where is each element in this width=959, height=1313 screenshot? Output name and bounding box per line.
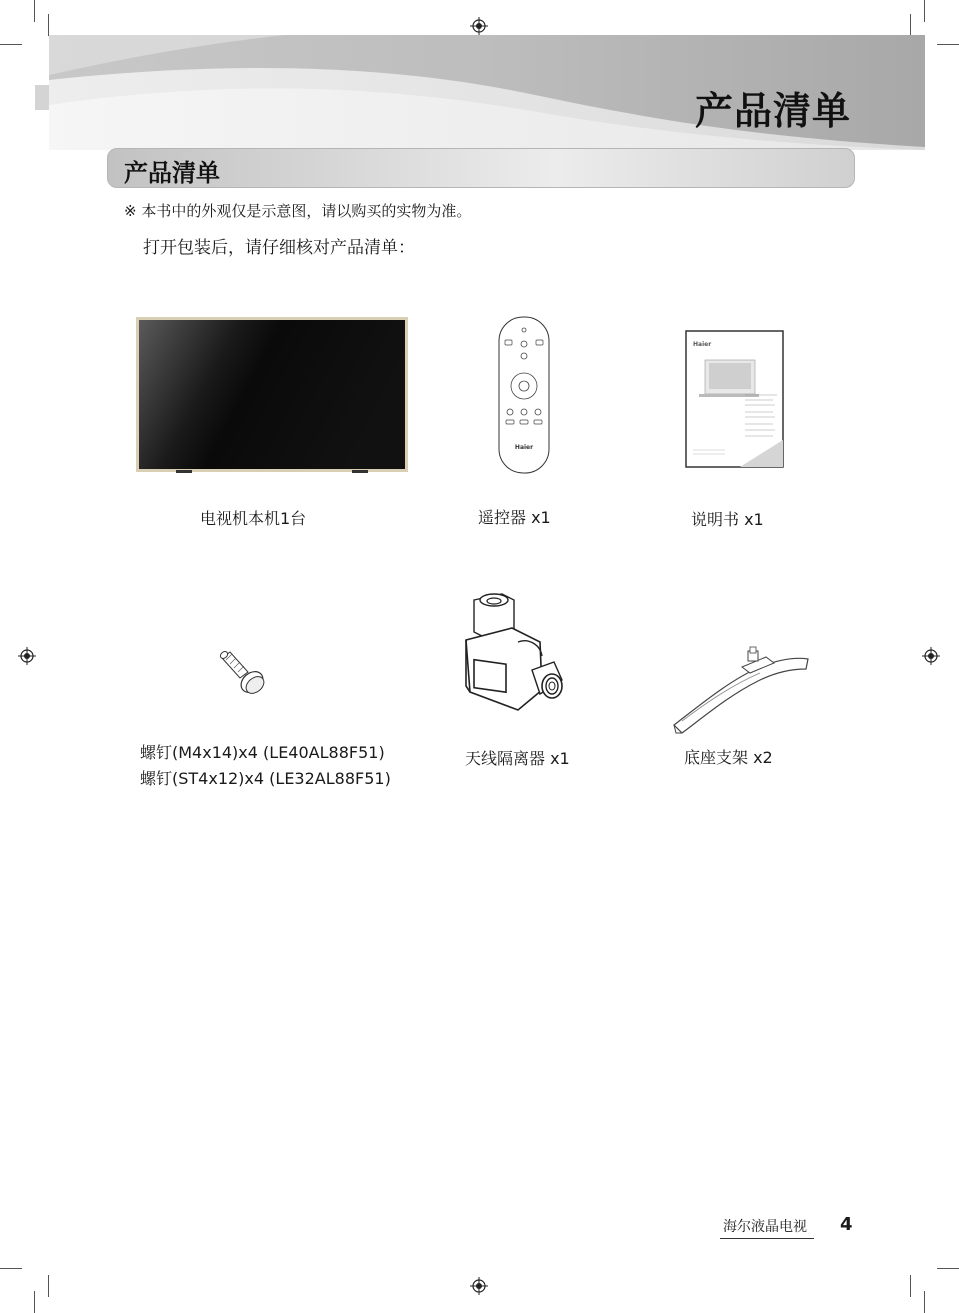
crop-mark: [0, 1268, 22, 1269]
registration-mark-icon: [470, 1277, 488, 1295]
svg-text:Haier: Haier: [693, 341, 712, 348]
svg-text:Haier: Haier: [514, 444, 534, 451]
crop-mark: [34, 0, 35, 22]
registration-mark-icon: [922, 647, 940, 665]
crop-mark: [0, 44, 22, 45]
crop-mark: [48, 1275, 49, 1297]
registration-mark-icon: [470, 17, 488, 35]
crop-mark: [910, 14, 911, 36]
item-label-antenna-isolator: 天线隔离器 x1: [465, 749, 570, 768]
registration-mark-icon: [18, 647, 36, 665]
item-label-stand-bracket: 底座支架 x2: [684, 748, 773, 767]
item-label-tv: 电视机本机1台: [200, 509, 307, 528]
item-label-screw-2: 螺钉(ST4x12)x4 (LE32AL88F51): [140, 769, 391, 788]
disclaimer-note: ※ 本书中的外观仅是示意图，请以购买的实物为准。: [124, 202, 472, 220]
footer-underline: [720, 1238, 814, 1239]
crop-mark: [924, 1291, 925, 1313]
screw-icon: [218, 648, 270, 698]
footer-brand-text: 海尔液晶电视: [723, 1219, 807, 1235]
crop-mark: [34, 1291, 35, 1313]
antenna-isolator-icon: [462, 590, 566, 716]
instruction-text: 打开包装后，请仔细核对产品清单：: [143, 238, 415, 258]
crop-mark: [910, 1275, 911, 1297]
stand-bracket-icon: [670, 645, 812, 735]
item-label-manual: 说明书 x1: [691, 510, 764, 529]
crop-mark: [924, 0, 925, 22]
section-title: 产品清单: [124, 159, 220, 187]
page-number: 4: [840, 1214, 853, 1235]
item-label-remote: 遥控器 x1: [478, 508, 551, 527]
page-title: 产品清单: [694, 89, 851, 133]
item-label-screw-1: 螺钉(M4x14)x4 (LE40AL88F51): [140, 743, 385, 762]
tv-icon: [136, 317, 408, 475]
crop-mark: [48, 14, 49, 36]
crop-mark: [937, 44, 959, 45]
crop-mark: [937, 1268, 959, 1269]
manual-icon: [685, 330, 785, 470]
remote-control-icon: [498, 316, 550, 474]
